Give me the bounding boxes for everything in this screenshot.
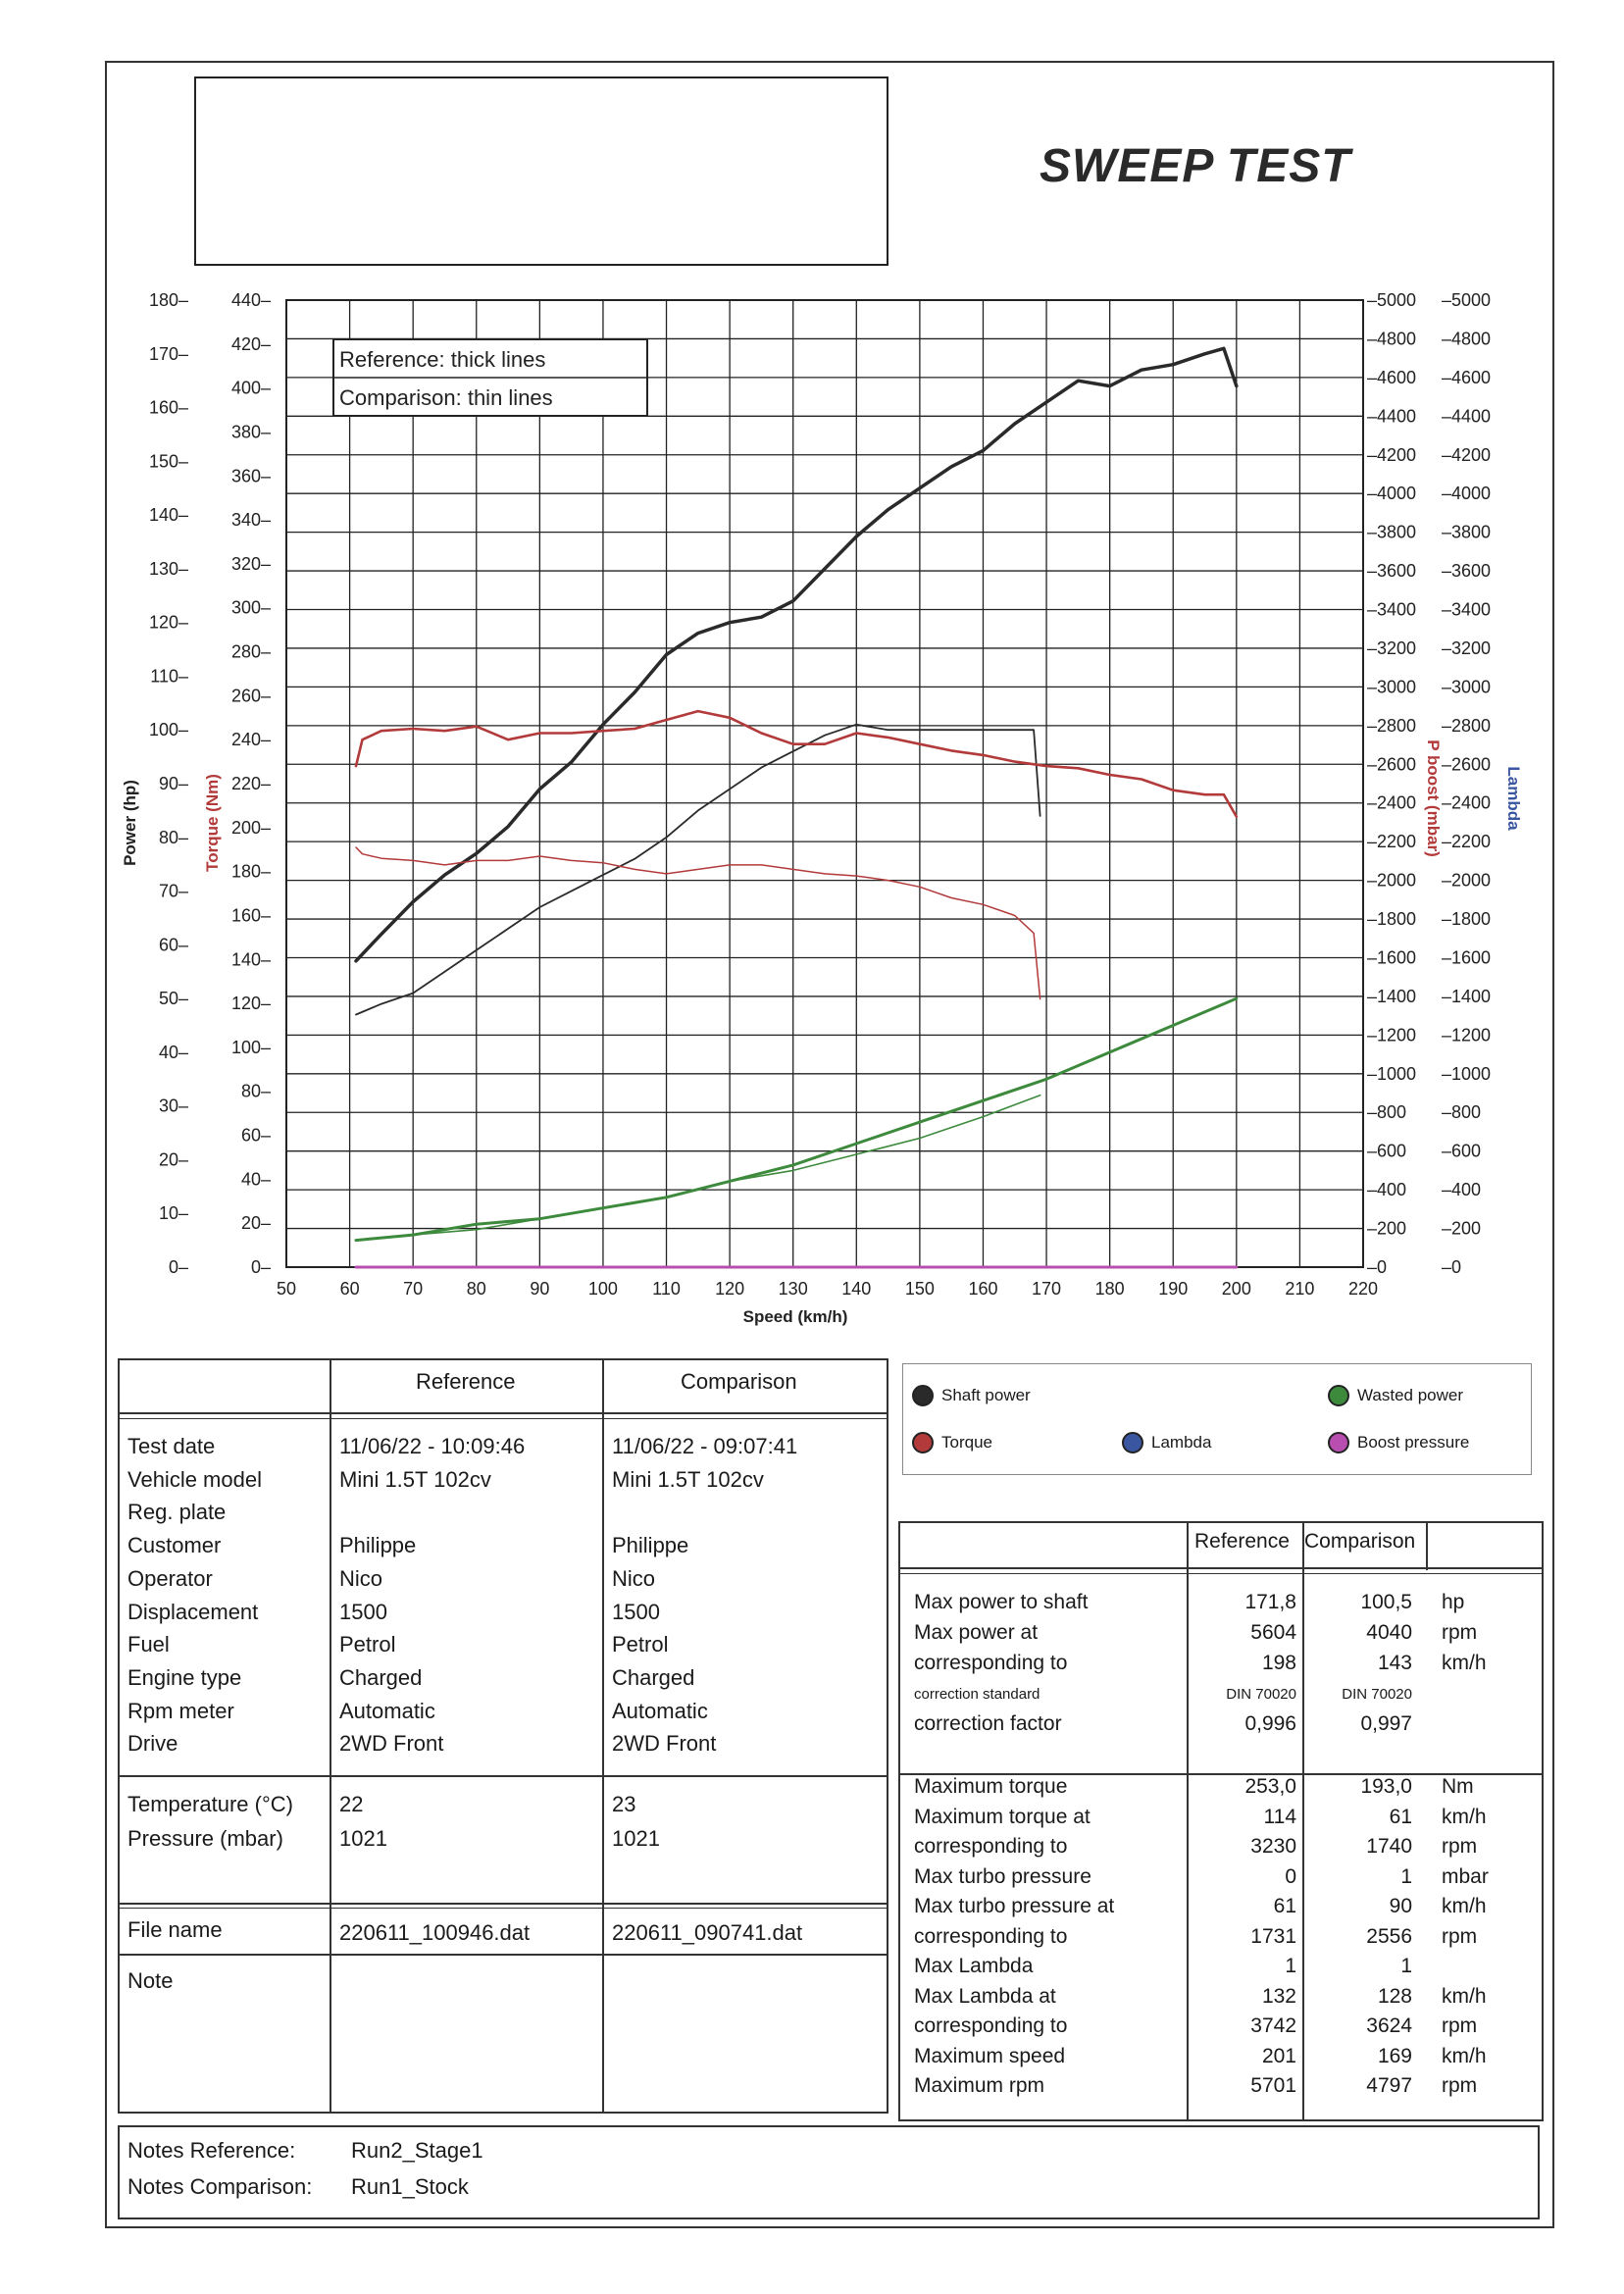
power-tick-label: 50–: [158, 989, 188, 1009]
torque-tick-label: 200–: [230, 817, 271, 838]
x-tick-label: 80: [466, 1279, 486, 1299]
result-reference: 253,0: [1244, 1775, 1296, 1798]
lambda-tick-label: –2000: [1442, 870, 1492, 891]
result-unit: rpm: [1442, 2074, 1478, 2097]
info-row-label: Reg. plate: [127, 1500, 227, 1525]
info-col-divider: [330, 1358, 331, 2114]
result-reference: 5701: [1250, 2074, 1296, 2097]
info-row-label: Rpm meter: [127, 1698, 234, 1723]
result-comparison: 100,5: [1360, 1591, 1412, 1613]
power-tick-label: 20–: [158, 1149, 188, 1170]
legend-item-torque: [912, 1432, 992, 1453]
result-comparison: 1: [1400, 1955, 1412, 1977]
x-tick-label: 120: [715, 1279, 745, 1299]
info-col-divider: [602, 1358, 604, 2114]
legend-swatch: [912, 1385, 934, 1406]
legend-label: Boost pressure: [1357, 1433, 1470, 1452]
boost-tick-label: –4600: [1367, 367, 1417, 387]
info-row-divider: [118, 1908, 888, 1909]
file-name-label: File name: [127, 1917, 223, 1942]
power-tick-label: 100–: [148, 720, 188, 740]
result-unit: rpm: [1442, 2014, 1478, 2037]
result-label: Max Lambda: [914, 1955, 1034, 1977]
info-row-reference: 2WD Front: [339, 1731, 444, 1757]
lambda-tick-label: –3400: [1442, 599, 1492, 620]
boost-tick-label: –3000: [1367, 677, 1417, 697]
legend-item-wasted-power: [1328, 1385, 1463, 1406]
result-comparison: 2556: [1366, 1924, 1412, 1948]
torque-tick-label: 300–: [230, 597, 271, 618]
result-unit: km/h: [1442, 1895, 1487, 1917]
line-style-note-reference: Reference: thick lines: [339, 347, 546, 372]
result-comparison: 3624: [1366, 2014, 1412, 2037]
result-reference: 3742: [1250, 2014, 1296, 2037]
torque-tick-label: 60–: [240, 1125, 271, 1146]
x-tick-label: 170: [1032, 1279, 1062, 1299]
x-tick-label: 150: [904, 1279, 935, 1299]
result-label: Max power at: [914, 1621, 1039, 1644]
result-comparison: 143: [1377, 1652, 1412, 1674]
torque-tick-label: 260–: [230, 686, 271, 706]
result-label: Maximum torque at: [914, 1805, 1091, 1828]
result-reference: 0,996: [1244, 1712, 1296, 1735]
x-tick-label: 90: [530, 1279, 550, 1299]
boost-tick-label: –200: [1367, 1218, 1407, 1239]
result-unit: rpm: [1442, 1924, 1478, 1948]
info-row-reference: 22: [339, 1792, 364, 1816]
power-tick-label: 150–: [148, 451, 188, 472]
info-row-divider: [118, 1412, 888, 1414]
result-label: corresponding to: [914, 1652, 1068, 1674]
boost-tick-label: –2800: [1367, 715, 1417, 736]
lambda-tick-label: –2400: [1442, 792, 1492, 813]
torque-tick-label: 80–: [240, 1081, 271, 1101]
info-row-label: Displacement: [127, 1599, 259, 1624]
info-header-comparison: Comparison: [681, 1369, 797, 1394]
x-tick-label: 210: [1285, 1279, 1315, 1299]
boost-tick-label: –2000: [1367, 870, 1417, 891]
legend-label: Torque: [941, 1433, 992, 1452]
info-row-comparison: Nico: [612, 1565, 656, 1591]
lambda-axis-title: Lambda: [1504, 766, 1523, 831]
result-comparison: 4797: [1366, 2074, 1412, 2097]
x-tick-label: 50: [276, 1279, 297, 1299]
info-row-label: Vehicle model: [127, 1466, 262, 1492]
result-unit: rpm: [1442, 1621, 1478, 1644]
result-unit: km/h: [1442, 1805, 1487, 1828]
x-tick-label: 220: [1347, 1279, 1379, 1299]
result-reference: DIN 70020: [1226, 1686, 1296, 1703]
legend-label: Shaft power: [941, 1386, 1031, 1404]
lambda-tick-label: –800: [1442, 1102, 1482, 1123]
x-tick-label: 130: [778, 1279, 808, 1299]
info-row-divider: [118, 1954, 888, 1956]
boost-tick-label: –4800: [1367, 329, 1417, 349]
result-comparison: 128: [1377, 1984, 1412, 2008]
lambda-tick-label: –5000: [1442, 290, 1492, 310]
x-tick-label: 70: [403, 1279, 424, 1299]
power-tick-label: 170–: [148, 343, 188, 364]
lambda-tick-label: –3000: [1442, 677, 1492, 697]
legend-swatch: [912, 1432, 934, 1453]
info-row-comparison: Petrol: [612, 1632, 669, 1657]
result-reference: 0: [1285, 1864, 1296, 1888]
results-header-divider: [898, 1567, 1544, 1569]
boost-tick-label: –1400: [1367, 986, 1417, 1006]
lambda-tick-label: –2200: [1442, 832, 1492, 852]
legend-swatch: [1328, 1432, 1349, 1453]
result-label: Max power to shaft: [914, 1591, 1089, 1613]
lambda-tick-label: –400: [1442, 1180, 1482, 1200]
lambda-tick-label: –1400: [1442, 986, 1492, 1006]
info-row-reference: Charged: [339, 1664, 423, 1690]
power-tick-label: 160–: [148, 397, 188, 418]
result-reference: 171,8: [1244, 1591, 1296, 1613]
info-row-comparison: 11/06/22 - 09:07:41: [612, 1434, 798, 1458]
torque-axis-title: Torque (Nm): [203, 774, 222, 872]
result-label: Max turbo pressure at: [914, 1895, 1115, 1917]
result-reference: 132: [1261, 1984, 1296, 2008]
legend-item-boost-pressure: [1328, 1432, 1469, 1453]
legend-swatch: [1328, 1385, 1349, 1406]
boost-tick-label: –3600: [1367, 561, 1417, 582]
lambda-tick-label: –3200: [1442, 637, 1492, 658]
result-label: Max Lambda at: [914, 1984, 1056, 2008]
result-reference: 1731: [1250, 1924, 1296, 1948]
torque-tick-label: 20–: [240, 1213, 271, 1234]
torque-tick-label: 160–: [230, 905, 271, 926]
boost-tick-label: –4200: [1367, 444, 1417, 465]
info-row-reference: Petrol: [339, 1632, 396, 1657]
info-row-comparison: 1500: [612, 1599, 660, 1624]
lambda-tick-label: –3800: [1442, 522, 1492, 542]
results-header-reference: Reference: [1194, 1530, 1290, 1553]
result-reference: 198: [1261, 1652, 1296, 1674]
torque-tick-label: 180–: [230, 861, 271, 882]
lambda-tick-label: –4200: [1442, 444, 1492, 465]
result-unit: km/h: [1442, 1984, 1487, 2008]
boost-tick-label: –4000: [1367, 484, 1417, 504]
info-row-reference: 1500: [339, 1599, 387, 1624]
boost-tick-label: –1200: [1367, 1025, 1417, 1045]
info-header-reference: Reference: [416, 1369, 516, 1394]
legend-item-lambda: [1122, 1432, 1211, 1453]
lambda-tick-label: –600: [1442, 1141, 1482, 1161]
boost-tick-label: –1600: [1367, 947, 1417, 968]
x-tick-label: 160: [968, 1279, 998, 1299]
info-row-comparison: Philippe: [612, 1533, 689, 1558]
notes-box: [118, 2125, 1540, 2219]
boost-tick-label: –3400: [1367, 599, 1417, 620]
legend-label: Lambda: [1151, 1433, 1212, 1452]
boost-tick-label: –5000: [1367, 290, 1417, 310]
x-tick-label: 110: [652, 1279, 681, 1299]
lambda-tick-label: –2800: [1442, 715, 1492, 736]
results-col-divider: [1426, 1521, 1428, 1570]
power-tick-label: 10–: [158, 1203, 188, 1224]
boost-axis-title: P boost (mbar): [1424, 739, 1443, 857]
result-label: correction standard: [914, 1686, 1040, 1703]
info-row-label: Pressure (mbar): [127, 1826, 283, 1851]
torque-tick-label: 280–: [230, 641, 271, 662]
boost-tick-label: –1800: [1367, 909, 1417, 930]
file-name-reference: 220611_100946.dat: [339, 1920, 531, 1945]
lambda-tick-label: –1000: [1442, 1063, 1492, 1084]
power-tick-label: 70–: [158, 881, 188, 901]
result-reference: 114: [1263, 1805, 1296, 1828]
result-comparison: 90: [1389, 1895, 1412, 1917]
info-row-reference: Nico: [339, 1565, 383, 1591]
boost-tick-label: –2200: [1367, 832, 1417, 852]
result-reference: 3230: [1250, 1835, 1296, 1858]
torque-tick-label: 360–: [230, 466, 271, 486]
boost-tick-label: –3200: [1367, 637, 1417, 658]
power-tick-label: 80–: [158, 827, 188, 847]
info-row-label: Engine type: [127, 1664, 242, 1690]
boost-tick-label: –400: [1367, 1180, 1407, 1200]
info-row-comparison: Mini 1.5T 102cv: [612, 1466, 764, 1492]
info-row-comparison: 2WD Front: [612, 1731, 717, 1757]
torque-tick-label: 220–: [230, 774, 271, 793]
legend-label: Wasted power: [1357, 1386, 1464, 1404]
boost-tick-label: –2600: [1367, 754, 1417, 775]
result-unit: hp: [1442, 1591, 1465, 1613]
result-label: Maximum torque: [914, 1775, 1068, 1798]
result-comparison: DIN 70020: [1342, 1686, 1412, 1703]
result-comparison: 4040: [1366, 1621, 1412, 1644]
power-tick-label: 30–: [158, 1096, 188, 1116]
power-tick-label: 130–: [148, 558, 188, 579]
torque-tick-label: 380–: [230, 422, 271, 442]
lambda-tick-label: –4400: [1442, 406, 1492, 427]
torque-tick-label: 40–: [240, 1169, 271, 1190]
notes-reference-label: Notes Reference:: [127, 2138, 296, 2163]
result-reference: 201: [1261, 2044, 1296, 2067]
notes-reference-value: Run2_Stage1: [351, 2138, 483, 2163]
info-row-comparison: Charged: [612, 1664, 695, 1690]
result-comparison: 61: [1389, 1805, 1412, 1828]
power-axis-title: Power (hp): [121, 780, 139, 866]
torque-tick-label: 120–: [230, 994, 271, 1014]
info-row-label: Operator: [127, 1565, 213, 1591]
boost-tick-label: –600: [1367, 1141, 1407, 1161]
result-label: Max turbo pressure: [914, 1864, 1091, 1888]
legend-swatch: [1122, 1432, 1143, 1453]
file-name-comparison: 220611_090741.dat: [612, 1920, 803, 1945]
result-comparison: 1: [1400, 1864, 1412, 1888]
info-row-label: Drive: [127, 1731, 178, 1757]
info-row-divider: [118, 1775, 888, 1777]
power-tick-label: 180–: [148, 290, 188, 310]
info-row-reference: 1021: [339, 1826, 387, 1851]
report-title: SWEEP TEST: [1040, 140, 1351, 192]
lambda-tick-label: –4800: [1442, 329, 1492, 349]
notes-comparison-label: Notes Comparison:: [127, 2174, 313, 2199]
series-line-torque: [356, 847, 1040, 999]
info-row-divider: [118, 1418, 888, 1419]
result-unit: rpm: [1442, 1835, 1478, 1858]
result-label: corresponding to: [914, 2014, 1068, 2037]
boost-tick-label: –1000: [1367, 1063, 1417, 1084]
x-tick-label: 60: [339, 1279, 360, 1299]
lambda-tick-label: –4000: [1442, 484, 1492, 504]
legend-item-shaft-power: [912, 1385, 1031, 1406]
x-tick-label: 190: [1158, 1279, 1189, 1299]
info-row-reference: Mini 1.5T 102cv: [339, 1466, 491, 1492]
x-axis-title: Speed (km/h): [742, 1307, 848, 1326]
info-row-comparison: 23: [612, 1792, 636, 1816]
x-tick-label: 100: [587, 1279, 618, 1299]
power-tick-label: 60–: [158, 935, 188, 955]
legend: [902, 1363, 1532, 1475]
info-row-label: Temperature (°C): [127, 1792, 293, 1816]
lambda-tick-label: –3600: [1442, 561, 1492, 582]
info-row-label: Fuel: [127, 1632, 170, 1657]
lambda-tick-label: –0: [1442, 1257, 1462, 1277]
result-label: corresponding to: [914, 1924, 1068, 1948]
info-row-comparison: 1021: [612, 1826, 660, 1851]
result-unit: km/h: [1442, 2044, 1487, 2067]
result-comparison: 169: [1377, 2044, 1412, 2067]
line-style-note-comparison: Comparison: thin lines: [339, 385, 553, 410]
torque-tick-label: 440–: [230, 290, 271, 310]
note-label: Note: [127, 1968, 174, 1993]
result-label: Maximum rpm: [914, 2074, 1045, 2097]
x-tick-label: 140: [841, 1279, 872, 1299]
power-tick-label: 90–: [158, 774, 188, 793]
x-tick-label: 180: [1094, 1279, 1125, 1299]
result-reference: 1: [1285, 1955, 1296, 1977]
result-unit: mbar: [1442, 1864, 1489, 1888]
info-row-divider: [118, 1903, 888, 1905]
result-comparison: 1740: [1366, 1835, 1412, 1858]
power-tick-label: 0–: [168, 1257, 188, 1277]
power-tick-label: 120–: [148, 612, 188, 633]
info-row-comparison: Automatic: [612, 1698, 708, 1723]
boost-tick-label: –2400: [1367, 792, 1417, 813]
power-tick-label: 40–: [158, 1042, 188, 1062]
lambda-tick-label: –1600: [1442, 947, 1492, 968]
boost-tick-label: –4400: [1367, 406, 1417, 427]
info-row-label: Test date: [127, 1434, 216, 1458]
lambda-tick-label: –1200: [1442, 1025, 1492, 1045]
info-row-label: Customer: [127, 1533, 222, 1558]
result-unit: Nm: [1442, 1775, 1474, 1798]
results-header-comparison: Comparison: [1304, 1530, 1416, 1553]
result-reference: 5604: [1250, 1621, 1296, 1644]
results-header-divider: [898, 1573, 1544, 1574]
torque-tick-label: 140–: [230, 949, 271, 970]
torque-tick-label: 420–: [230, 333, 271, 354]
torque-tick-label: 100–: [230, 1037, 271, 1057]
power-tick-label: 140–: [148, 505, 188, 526]
result-unit: km/h: [1442, 1652, 1487, 1674]
info-row-reference: 11/06/22 - 10:09:46: [339, 1434, 526, 1458]
torque-tick-label: 320–: [230, 553, 271, 574]
lambda-tick-label: –1800: [1442, 909, 1492, 930]
result-label: correction factor: [914, 1712, 1062, 1735]
torque-tick-label: 240–: [230, 730, 271, 750]
lambda-tick-label: –200: [1442, 1218, 1482, 1239]
power-tick-label: 110–: [150, 666, 188, 687]
x-tick-label: 200: [1221, 1279, 1251, 1299]
result-reference: 61: [1273, 1895, 1296, 1917]
lambda-tick-label: –4600: [1442, 367, 1492, 387]
torque-tick-label: 0–: [250, 1257, 271, 1277]
info-row-reference: Automatic: [339, 1698, 435, 1723]
result-label: corresponding to: [914, 1835, 1068, 1858]
torque-tick-label: 400–: [230, 378, 271, 398]
boost-tick-label: –0: [1367, 1257, 1388, 1277]
notes-comparison-value: Run1_Stock: [351, 2174, 469, 2199]
boost-tick-label: –800: [1367, 1102, 1407, 1123]
result-comparison: 0,997: [1360, 1712, 1412, 1735]
plot-area: [286, 300, 1363, 1267]
lambda-tick-label: –2600: [1442, 754, 1492, 775]
info-row-reference: Philippe: [339, 1533, 417, 1558]
result-label: Maximum speed: [914, 2044, 1066, 2067]
result-comparison: 193,0: [1360, 1775, 1412, 1798]
torque-tick-label: 340–: [230, 510, 271, 531]
boost-tick-label: –3800: [1367, 522, 1417, 542]
